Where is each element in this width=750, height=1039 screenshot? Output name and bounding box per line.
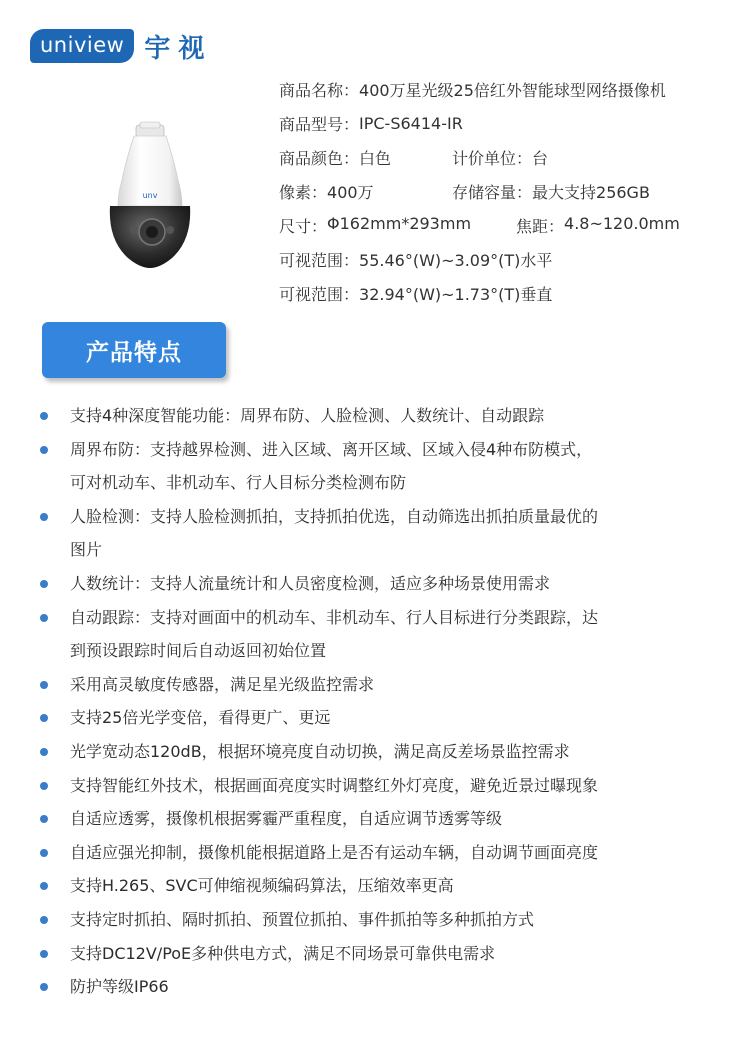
spec-list (279, 72, 680, 310)
feature-item (38, 869, 728, 903)
feature-text-line: 人脸检测：支持人脸检测抓拍，支持抓拍优选，自动筛选出抓拍质量最优的 (70, 506, 599, 526)
feature-item (38, 567, 728, 601)
dome-camera-icon (100, 120, 200, 280)
feature-item (38, 701, 728, 735)
feature-text-line: 可对机动车、非机动车、行人目标分类检测布防 (70, 473, 407, 493)
logo-text: uniview (40, 33, 125, 57)
bullet-icon (40, 681, 48, 689)
spec-label: 可视范围： (279, 284, 360, 304)
feature-item (38, 903, 728, 937)
spec-value: Φ162mm*293mm (327, 213, 472, 233)
feature-text-line: 支持25倍光学变倍，看得更广、更远 (70, 708, 331, 728)
bullet-icon (40, 580, 48, 588)
feature-item (38, 433, 728, 500)
section-title: 产品特点 (86, 339, 182, 366)
spec-label: 商品名称： (279, 80, 360, 100)
spec-row-pixel-storage (279, 174, 680, 208)
spec-value: 55.46°(W)~3.09°(T)水平 (359, 250, 553, 270)
spec-label: 焦距： (516, 216, 565, 236)
feature-text-line: 支持H.265、SVC可伸缩视频编码算法，压缩效率更高 (70, 876, 454, 896)
bullet-icon (40, 446, 48, 454)
camera-product-image (100, 120, 200, 280)
spec-row-view-horizontal (279, 242, 680, 276)
bullet-icon (40, 983, 48, 991)
bullet-icon (40, 849, 48, 857)
spec-label: 商品型号： (279, 114, 360, 134)
bullet-icon (40, 782, 48, 790)
spec-row-color-unit (279, 140, 680, 174)
feature-item (38, 735, 728, 769)
feature-text-line: 采用高灵敏度传感器，满足星光级监控需求 (70, 674, 375, 694)
section-heading-features (42, 322, 226, 378)
feature-item (38, 802, 728, 836)
feature-text-line: 自动跟踪：支持对画面中的机动车、非机动车、行人目标进行分类跟踪，达 (70, 607, 599, 627)
bullet-icon (40, 748, 48, 756)
feature-list (38, 399, 728, 1004)
feature-item (38, 399, 728, 433)
feature-text-line: 支持定时抓拍、隔时抓拍、预置位抓拍、事件抓拍等多种抓拍方式 (70, 909, 535, 929)
spec-label: 尺寸： (279, 216, 328, 236)
feature-item (38, 601, 728, 668)
feature-item (38, 970, 728, 1004)
brand-logo (30, 28, 212, 64)
spec-value: IPC-S6414-IR (359, 113, 463, 133)
feature-item (38, 769, 728, 803)
bullet-icon (40, 714, 48, 722)
feature-text-line: 人数统计：支持人流量统计和人员密度检测，适应多种场景使用需求 (70, 573, 551, 593)
feature-text-line: 支持DC12V/PoE多种供电方式，满足不同场景可靠供电需求 (70, 943, 496, 963)
feature-item (38, 836, 728, 870)
camera-brand-mark: unv (142, 191, 158, 200)
spec-label: 存储容量： (452, 182, 533, 202)
feature-item (38, 668, 728, 702)
bullet-icon (40, 882, 48, 890)
spec-value: 最大支持256GB (532, 182, 650, 202)
feature-text-line: 到预设跟踪时间后自动返回初始位置 (70, 641, 327, 661)
spec-row-name (279, 72, 680, 106)
spec-value: 台 (532, 148, 549, 168)
feature-text-line: 自适应强光抑制，摄像机能根据道路上是否有运动车辆，自动调节画面亮度 (70, 842, 599, 862)
spec-row-size-focal (279, 208, 680, 242)
bullet-icon (40, 614, 48, 622)
bullet-icon (40, 916, 48, 924)
feature-text-line: 支持智能红外技术，根据画面亮度实时调整红外灯亮度，避免近景过曝现象 (70, 775, 599, 795)
logo-badge (30, 29, 134, 63)
spec-value: 400万 (327, 182, 374, 202)
spec-row-model (279, 106, 680, 140)
feature-item (38, 500, 728, 567)
spec-label: 商品颜色： (279, 148, 360, 168)
feature-text-line: 周界布防：支持越界检测、进入区域、离开区域、区域入侵4种布防模式， (70, 439, 593, 459)
feature-text-line: 防护等级IP66 (70, 977, 169, 997)
feature-text-line: 光学宽动态120dB，根据环境亮度自动切换，满足高反差场景监控需求 (70, 741, 570, 761)
spec-value: 4.8~120.0mm (564, 213, 680, 233)
spec-value: 400万星光级25倍红外智能球型网络摄像机 (359, 80, 666, 100)
bullet-icon (40, 815, 48, 823)
bullet-icon (40, 950, 48, 958)
spec-label: 可视范围： (279, 250, 360, 270)
spec-value: 32.94°(W)~1.73°(T)垂直 (359, 284, 553, 304)
feature-item (38, 937, 728, 971)
bullet-icon (40, 513, 48, 521)
spec-value: 白色 (359, 148, 392, 168)
spec-row-view-vertical (279, 276, 680, 310)
bullet-icon (40, 412, 48, 420)
spec-label: 像素： (279, 182, 328, 202)
spec-label: 计价单位： (452, 148, 533, 168)
feature-text-line: 图片 (70, 540, 103, 560)
feature-text-line: 自适应透雾，摄像机根据雾霾严重程度，自适应调节透雾等级 (70, 809, 503, 829)
feature-text-line: 支持4种深度智能功能：周界布防、人脸检测、人数统计、自动跟踪 (70, 406, 545, 425)
logo-cn-text: 宇视 (144, 33, 213, 64)
